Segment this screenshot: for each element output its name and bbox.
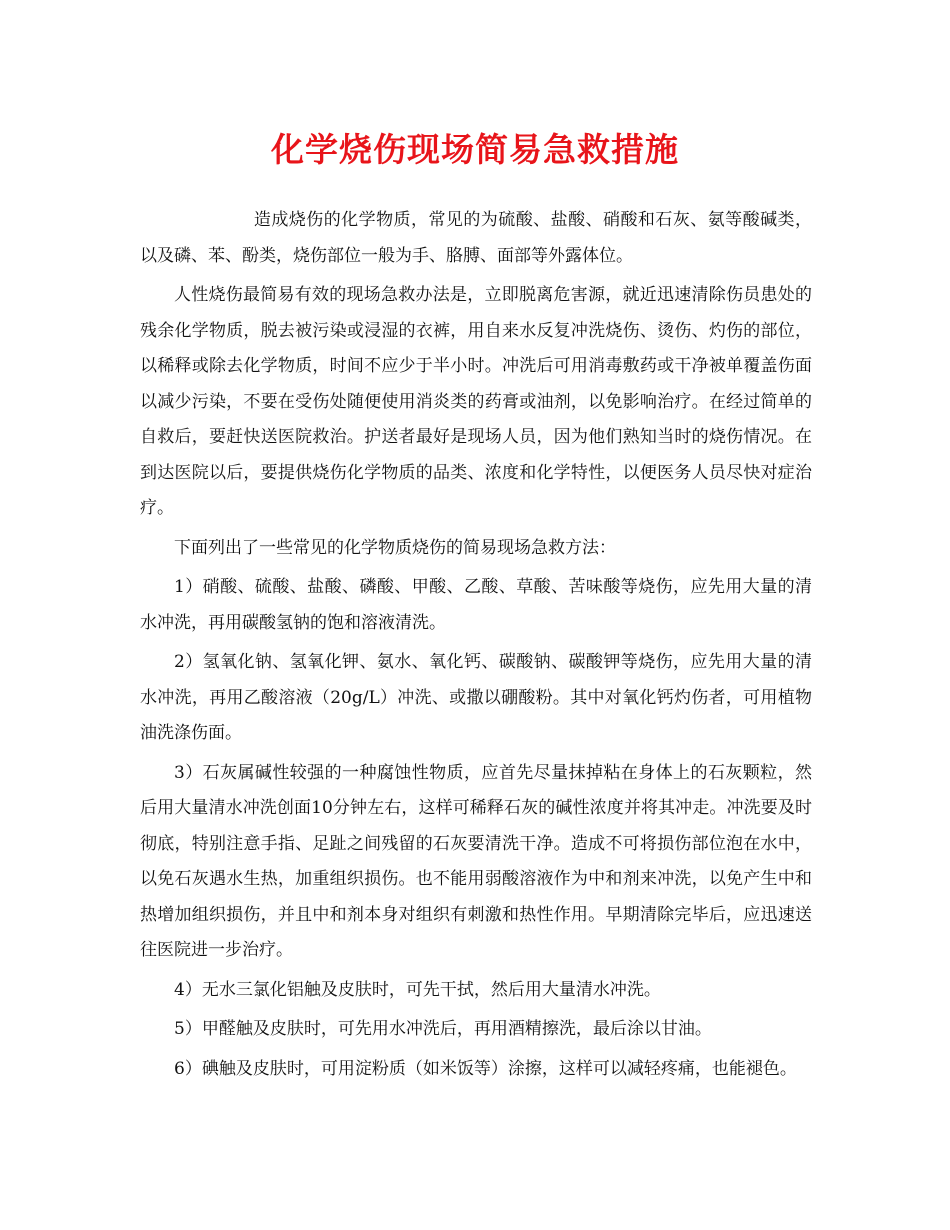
list-item-formaldehyde: 5）甲醛触及皮肤时，可先用水冲洗后，再用酒精擦洗，最后涂以甘油。 [174,1019,712,1039]
list-item-aluminum-chloride: 4）无水三氯化铝触及皮肤时，可先干拭，然后用大量清水冲洗。 [174,979,661,1000]
document-title: 化学烧伤现场简易急救措施 [271,130,679,169]
paragraph-first-aid: 人性烧伤最简易有效的现场急救办法是，立即脱离危害源，就近迅速清除伤员患处的残余化学物质，脱去被污染或浸湿的衣裤，用自来水反复冲洗烧伤、烫伤、灼伤的部位，以稀释或除去化学物质，时间不应少于半小时。冲洗后可用消毒敷药或干净被单覆盖伤面以减少污染，不要在受伤处随便使用消炎类的药膏或油剂，以免影响治疗。在经过简单的自救后，要赶快送医院救治。护送者最好是现场人员，因为他们熟知当时的烧伤情况。在到达医院以后，要提供烧伤化学物质的品类、浓度和化学特性，以便医务人员尽快对症治疗。 [140,285,812,518]
list-item-lime: 3）石灰属碱性较强的一种腐蚀性物质，应首先尽量抹掉粘在身体上的石灰颗粒，然后用大量清水冲洗创面10分钟左右，这样可稀释石灰的碱性浓度并将其冲走。冲洗要及时彻底，特别注意手指、足趾之间残留的石灰要清洗干净。造成不可将损伤部位泡在水中，以免石灰遇水生热，加重组织损伤。也不能用弱酸溶液作为中和剂来冲洗，以免产生中和热增加组织损伤，并且中和剂本身对组织有刺激和热性作用。早期清除完毕后，应迅速送往医院进一步治疗。 [140,762,812,960]
list-item-acid: 1）硝酸、硫酸、盐酸、磷酸、甲酸、乙酸、草酸、苦味酸等烧伤，应先用大量的清水冲洗，再用碳酸氢钠的饱和溶液清洗。 [140,577,812,633]
paragraph-list-intro: 下面列出了一些常见的化学物质烧伤的简易现场急救方法： [174,537,616,558]
list-item-alkali: 2）氢氧化钠、氢氧化钾、氨水、氧化钙、碳酸钠、碳酸钾等烧伤，应先用大量的清水冲洗，再用乙酸溶液（20g/L）冲洗、或撒以硼酸粉。其中对氧化钙灼伤者，可用植物油洗涤伤面。 [140,652,812,743]
document-body [140,203,812,1091]
paragraph-intro: 造成烧伤的化学物质，常见的为硫酸、盐酸、硝酸和石灰、氨等酸碱类，以及磷、苯、酚类，烧伤部位一般为手、胳膊、面部等外露体位。 [140,210,812,266]
list-item-iodine: 6）碘触及皮肤时，可用淀粉质（如米饭等）涂擦，这样可以减轻疼痛，也能褪色。 [174,1058,797,1079]
